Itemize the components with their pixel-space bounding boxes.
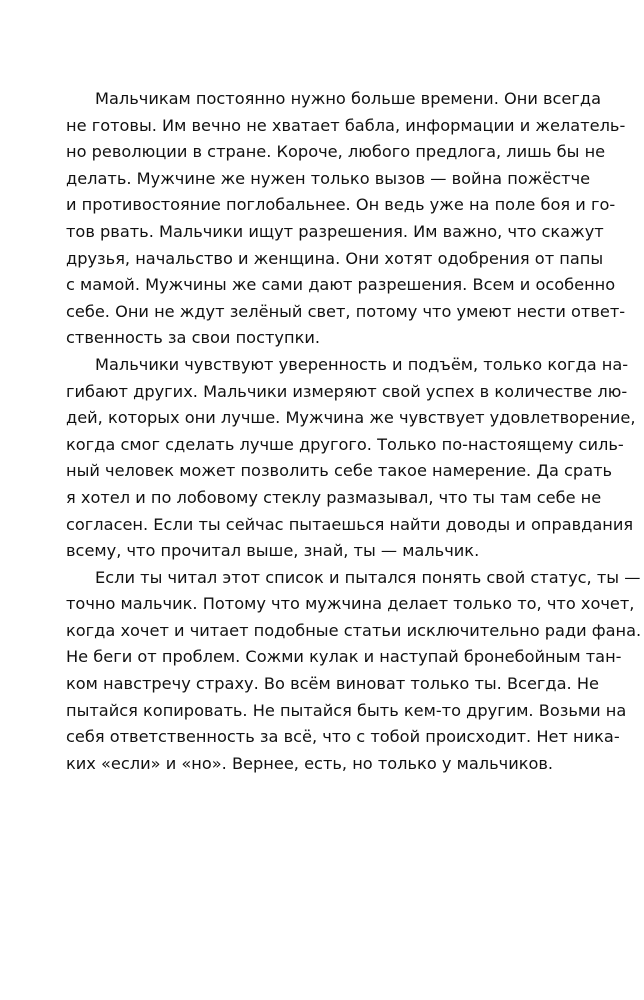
text-line: я хотел и по лобовому стеклу размазывал, что ты там себе не <box>66 487 602 507</box>
paragraph-1 <box>66 86 626 352</box>
text-line: ственность за свои поступки. <box>66 328 321 348</box>
text-line: себя ответственность за всё, что с тобой происходит. Нет ника- <box>66 727 620 747</box>
text-line: и противостояние поглобальнее. Он ведь уже на поле боя и го- <box>66 195 616 215</box>
text-line: дей, которых они лучше. Мужчина же чувствует удовлетворение, <box>66 408 636 428</box>
text-line: всему, что прочитал выше, знай, ты — мальчик. <box>66 541 480 561</box>
text-line: Не беги от проблем. Сожми кулак и наступай бронебойным тан- <box>66 647 622 667</box>
text-line: ный человек может позволить себе такое намерение. Да срать <box>66 461 613 481</box>
text-line: ком навстречу страху. Во всём виноват только ты. Всегда. Не <box>66 674 599 694</box>
text-line: Мальчики чувствуют уверенность и подъём, только когда на- <box>95 354 629 374</box>
text-line: друзья, начальство и женщина. Они хотят одобрения от папы <box>66 248 604 268</box>
text-line: согласен. Если ты сейчас пытаешься найти доводы и оправдания <box>66 514 634 534</box>
text-line: пытайся копировать. Не пытайся быть кем-то другим. Возьми на <box>66 700 627 720</box>
text-line: точно мальчик. Потому что мужчина делает только то, что хочет, <box>66 594 635 614</box>
text-line: Мальчикам постоянно нужно больше времени. Они всегда <box>95 89 602 108</box>
text-line: делать. Мужчине же нужен только вызов — война пожёстче <box>66 168 591 188</box>
text-line: тов рвать. Мальчики ищут разрешения. Им важно, что скажут <box>66 221 604 241</box>
text-line: себе. Они не ждут зелёный свет, потому что умеют нести ответ- <box>66 301 626 321</box>
paragraph-3 <box>66 565 642 778</box>
body-text <box>66 86 642 777</box>
paragraph-2 <box>66 352 636 565</box>
text-line: Если ты читал этот список и пытался понять свой статус, ты — <box>95 567 641 587</box>
text-line: с мамой. Мужчины же сами дают разрешения. Всем и особенно <box>66 275 616 295</box>
text-line: гибают других. Мальчики измеряют свой успех в количестве лю- <box>66 381 628 401</box>
text-line: когда смог сделать лучше другого. Только по-настоящему силь- <box>66 434 624 454</box>
text-line: не готовы. Им вечно не хватает бабла, информации и желатель- <box>66 115 626 135</box>
text-line: ких «если» и «но». Вернее, есть, но только у мальчиков. <box>66 753 554 773</box>
text-line: когда хочет и читает подобные статьи исключительно ради фана. <box>66 620 642 640</box>
text-line: но революции в стране. Короче, любого предлога, лишь бы не <box>66 142 606 162</box>
